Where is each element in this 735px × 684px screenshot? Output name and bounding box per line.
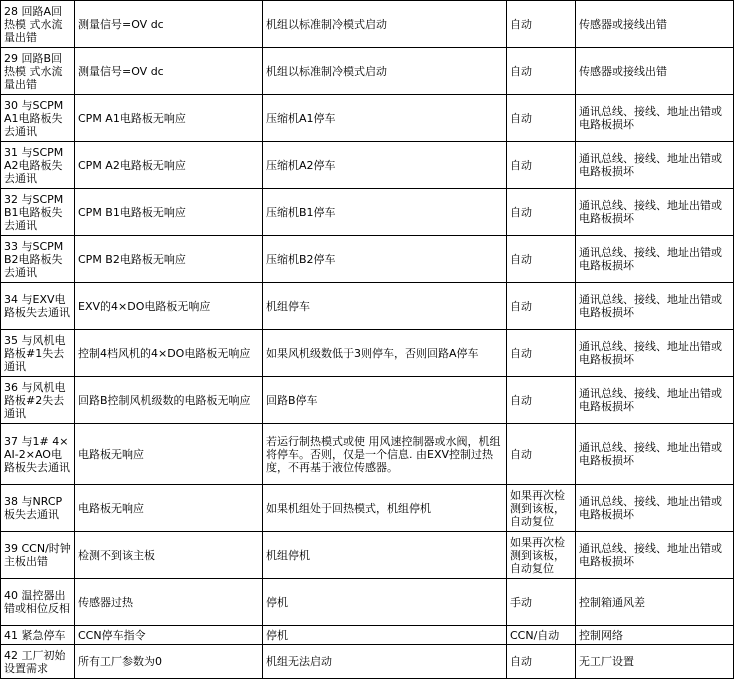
reset-cell: 自动	[507, 1, 576, 48]
reset-cell: 自动	[507, 236, 576, 283]
reason-cell: 通讯总线、接线、地址出错或电路板损坏	[576, 236, 734, 283]
reset-cell: 如果再次检测到该板，自动复位	[507, 485, 576, 532]
cause-cell: 回路B控制风机级数的电路板无响应	[75, 377, 263, 424]
fault-code-cell: 28 回路A回热模 式水流量出错	[1, 1, 75, 48]
reason-cell: 控制网络	[576, 626, 734, 645]
cause-cell: 测量信号=OV dc	[75, 1, 263, 48]
action-cell: 压缩机A2停车	[263, 142, 507, 189]
table-row	[1, 579, 734, 626]
cause-cell: 电路板无响应	[75, 424, 263, 485]
fault-code-cell: 31 与SCPM A2电路板失去通讯	[1, 142, 75, 189]
action-cell: 压缩机B1停车	[263, 189, 507, 236]
fault-code-cell: 42 工厂初始设置需求	[1, 645, 75, 679]
reason-cell: 控制箱通风差	[576, 579, 734, 626]
table-row	[1, 424, 734, 485]
fault-code-cell: 33 与SCPM B2电路板失去通讯	[1, 236, 75, 283]
action-cell: 停机	[263, 579, 507, 626]
action-cell: 回路B停车	[263, 377, 507, 424]
table-row	[1, 377, 734, 424]
reset-cell: 自动	[507, 330, 576, 377]
action-cell: 若运行制热模式或使 用风速控制器或水阀，机组将停车。否则，仅是一个信息. 由EXV控制过热度，不再基于液位传感器。	[263, 424, 507, 485]
fault-code-cell: 38 与NRCP板失去通讯	[1, 485, 75, 532]
table-row	[1, 485, 734, 532]
fault-code-cell: 30 与SCPM A1电路板失去通讯	[1, 95, 75, 142]
table-row	[1, 142, 734, 189]
reason-cell: 通讯总线、接线、地址出错或电路板损坏	[576, 485, 734, 532]
table-row	[1, 236, 734, 283]
reason-cell: 通讯总线、接线、地址出错或电路板损坏	[576, 283, 734, 330]
action-cell: 机组停车	[263, 283, 507, 330]
fault-code-cell: 34 与EXV电路板失去通讯	[1, 283, 75, 330]
reset-cell: 自动	[507, 48, 576, 95]
reset-cell: CCN/自动	[507, 626, 576, 645]
fault-code-cell: 41 紧急停车	[1, 626, 75, 645]
cause-cell: CCN停车指令	[75, 626, 263, 645]
reason-cell: 传感器或接线出错	[576, 1, 734, 48]
action-cell: 机组停机	[263, 532, 507, 579]
action-cell: 机组以标准制冷模式启动	[263, 1, 507, 48]
fault-code-cell: 35 与风机电路板#1失去通讯	[1, 330, 75, 377]
reset-cell: 自动	[507, 424, 576, 485]
fault-code-cell: 37 与1# 4×AI-2×AO电路板失去通讯	[1, 424, 75, 485]
reset-cell: 自动	[507, 283, 576, 330]
cause-cell: CPM A1电路板无响应	[75, 95, 263, 142]
reason-cell: 通讯总线、接线、地址出错或电路板损坏	[576, 189, 734, 236]
reset-cell: 手动	[507, 579, 576, 626]
cause-cell: CPM B2电路板无响应	[75, 236, 263, 283]
table-row	[1, 48, 734, 95]
fault-code-cell: 32 与SCPM B1电路板失去通讯	[1, 189, 75, 236]
reset-cell: 自动	[507, 189, 576, 236]
fault-code-cell: 36 与风机电路板#2失去通讯	[1, 377, 75, 424]
fault-table-body	[1, 1, 734, 679]
reason-cell: 传感器或接线出错	[576, 48, 734, 95]
table-row	[1, 189, 734, 236]
fault-code-cell: 40 温控器出错或相位反相	[1, 579, 75, 626]
fault-code-cell: 29 回路B回热模 式水流量出错	[1, 48, 75, 95]
cause-cell: EXV的4×DO电路板无响应	[75, 283, 263, 330]
table-row	[1, 283, 734, 330]
table-row	[1, 532, 734, 579]
cause-cell: 测量信号=OV dc	[75, 48, 263, 95]
action-cell: 机组无法启动	[263, 645, 507, 679]
reason-cell: 通讯总线、接线、地址出错或电路板损坏	[576, 95, 734, 142]
reason-cell: 无工厂设置	[576, 645, 734, 679]
cause-cell: 电路板无响应	[75, 485, 263, 532]
cause-cell: 传感器过热	[75, 579, 263, 626]
action-cell: 如果机组处于回热模式，机组停机	[263, 485, 507, 532]
reason-cell: 通讯总线、接线、地址出错或电路板损坏	[576, 377, 734, 424]
table-row	[1, 95, 734, 142]
reset-cell: 自动	[507, 377, 576, 424]
reset-cell: 如果再次检测到该板，自动复位	[507, 532, 576, 579]
action-cell: 如果风机级数低于3则停车，否则回路A停车	[263, 330, 507, 377]
table-row	[1, 1, 734, 48]
reset-cell: 自动	[507, 645, 576, 679]
action-cell: 压缩机A1停车	[263, 95, 507, 142]
table-row	[1, 626, 734, 645]
reason-cell: 通讯总线、接线、地址出错或电路板损坏	[576, 142, 734, 189]
cause-cell: 所有工厂参数为0	[75, 645, 263, 679]
action-cell: 压缩机B2停车	[263, 236, 507, 283]
reset-cell: 自动	[507, 142, 576, 189]
reason-cell: 通讯总线、接线、地址出错或电路板损坏	[576, 532, 734, 579]
cause-cell: CPM B1电路板无响应	[75, 189, 263, 236]
reason-cell: 通讯总线、接线、地址出错或电路板损坏	[576, 330, 734, 377]
reset-cell: 自动	[507, 95, 576, 142]
reason-cell: 通讯总线、接线、地址出错或电路板损坏	[576, 424, 734, 485]
action-cell: 机组以标准制冷模式启动	[263, 48, 507, 95]
action-cell: 停机	[263, 626, 507, 645]
fault-code-cell: 39 CCN/时钟主板出错	[1, 532, 75, 579]
table-row	[1, 645, 734, 679]
cause-cell: 检测不到该主板	[75, 532, 263, 579]
cause-cell: 控制4档风机的4×DO电路板无响应	[75, 330, 263, 377]
table-row	[1, 330, 734, 377]
cause-cell: CPM A2电路板无响应	[75, 142, 263, 189]
